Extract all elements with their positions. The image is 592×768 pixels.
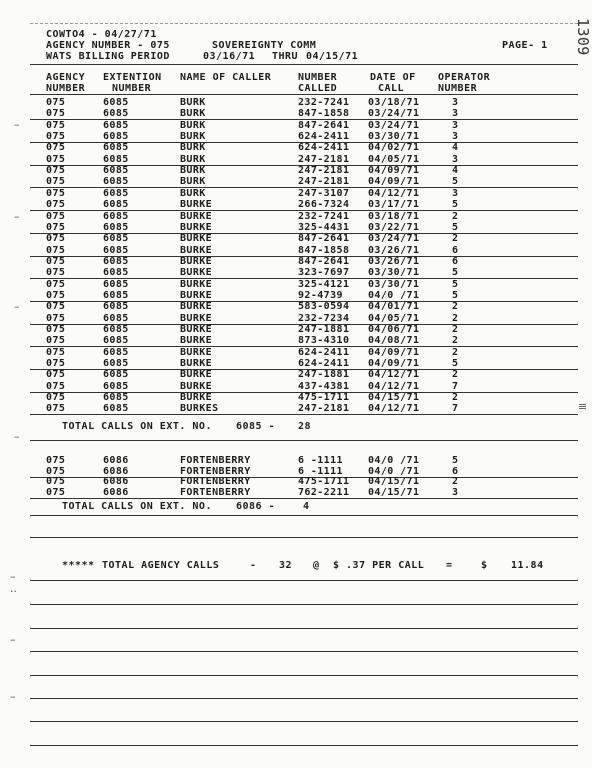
extension-number: 6085 bbox=[103, 119, 129, 131]
blank-rule bbox=[30, 604, 578, 605]
call-date: 03/30/71 bbox=[368, 267, 420, 279]
extension-number: 6086 bbox=[103, 476, 129, 487]
operator-number: 6 bbox=[452, 255, 459, 267]
caller-name: FORTENBERRY bbox=[180, 465, 251, 477]
operator-number: 4 bbox=[452, 142, 459, 154]
table-row bbox=[0, 280, 592, 291]
number-called: 232-7234 bbox=[298, 312, 350, 324]
number-called: 873-4310 bbox=[298, 335, 350, 347]
call-date: 04/12/71 bbox=[368, 369, 420, 381]
caller-name: BURKE bbox=[180, 289, 213, 301]
agency-number: 075 bbox=[46, 199, 66, 211]
total-ext-label: TOTAL CALLS ON EXT. NO. bbox=[62, 421, 212, 432]
number-called: 323-7697 bbox=[298, 267, 350, 279]
table-row bbox=[0, 291, 592, 302]
agency-number: 075 bbox=[46, 486, 66, 498]
number-called: 266-7324 bbox=[298, 199, 350, 211]
corner-stamp: 1309 bbox=[574, 18, 592, 56]
extension-number: 6085 bbox=[103, 142, 129, 154]
caller-name: BURKE bbox=[180, 278, 213, 290]
margin-mark-icon: – bbox=[10, 570, 16, 583]
call-date: 04/06/71 bbox=[368, 324, 420, 335]
margin-mark-icon: – bbox=[14, 300, 20, 313]
agency-number: 075 bbox=[46, 465, 66, 477]
caller-name: BURK bbox=[180, 108, 206, 120]
call-date: 03/26/71 bbox=[368, 244, 420, 256]
agency-number: 075 bbox=[46, 97, 66, 108]
operator-number: 2 bbox=[452, 476, 459, 487]
call-date: 03/30/71 bbox=[368, 278, 420, 290]
number-called: 247-2181 bbox=[298, 165, 350, 177]
extension-number: 6085 bbox=[103, 97, 129, 108]
operator-number: 3 bbox=[452, 153, 459, 165]
extension-number: 6086 bbox=[103, 486, 129, 498]
table-row bbox=[0, 370, 592, 381]
number-called: 583-0594 bbox=[298, 301, 350, 313]
call-date: 04/09/71 bbox=[368, 346, 420, 358]
caller-name: BURKE bbox=[180, 199, 213, 211]
caller-name: BURKE bbox=[180, 335, 213, 347]
operator-number: 7 bbox=[452, 403, 459, 415]
operator-number: 7 bbox=[452, 380, 459, 392]
agency-total-count: 32 bbox=[279, 560, 293, 571]
agency-total-eq: = bbox=[446, 560, 453, 571]
call-date: 04/05/71 bbox=[368, 153, 420, 165]
call-date: 03/26/71 bbox=[368, 255, 420, 267]
table-row bbox=[0, 200, 592, 211]
table-row bbox=[0, 404, 592, 415]
total-ext-count: 4 bbox=[303, 501, 310, 512]
total-rule bbox=[30, 440, 578, 441]
caller-name: BURKE bbox=[180, 346, 213, 358]
number-called: 232-7241 bbox=[298, 210, 350, 222]
operator-number: 5 bbox=[452, 199, 459, 211]
call-date: 04/12/71 bbox=[368, 187, 420, 199]
agency-number: 075 bbox=[46, 221, 66, 233]
caller-name: BURK bbox=[180, 165, 206, 177]
number-called: 762-2211 bbox=[298, 486, 350, 498]
agency-number: 075 bbox=[46, 369, 66, 381]
agency-number: 075 bbox=[46, 403, 66, 415]
extension-number: 6085 bbox=[103, 278, 129, 290]
table-row bbox=[0, 393, 592, 404]
operator-number: 6 bbox=[452, 465, 459, 477]
margin-mark-icon: – bbox=[10, 690, 16, 703]
table-row bbox=[0, 314, 592, 325]
call-date: 04/15/71 bbox=[368, 476, 420, 487]
agency-total-dollar: $ bbox=[481, 560, 488, 571]
agency-number: 075 bbox=[46, 289, 66, 301]
number-called: 247-1881 bbox=[298, 369, 350, 381]
agency-number: 075 bbox=[46, 244, 66, 256]
call-date: 03/24/71 bbox=[368, 108, 420, 120]
table-row bbox=[0, 155, 592, 166]
agency-number: 075 bbox=[46, 301, 66, 313]
operator-number: 5 bbox=[452, 358, 459, 370]
caller-name: BURK bbox=[180, 142, 206, 154]
extension-number: 6085 bbox=[103, 108, 129, 120]
extension-number: 6085 bbox=[103, 233, 129, 245]
caller-name: BURKE bbox=[180, 358, 213, 370]
column-header-rule bbox=[30, 94, 578, 95]
col-date-2: CALL bbox=[378, 83, 405, 94]
blank-rule bbox=[30, 698, 578, 699]
margin-mark-icon: ≡ bbox=[578, 400, 588, 413]
agency-number: 075 bbox=[46, 131, 66, 143]
blank-rule bbox=[30, 745, 578, 746]
number-called: 247-1881 bbox=[298, 324, 350, 335]
number-called: 475-1711 bbox=[298, 392, 350, 404]
blank-rule bbox=[30, 628, 578, 629]
table-row bbox=[0, 121, 592, 132]
operator-number: 4 bbox=[452, 165, 459, 177]
col-number-2: CALLED bbox=[298, 83, 338, 94]
number-called: 92-4739 bbox=[298, 289, 343, 301]
extension-number: 6085 bbox=[103, 210, 129, 222]
extension-number: 6085 bbox=[103, 403, 129, 415]
number-called: 247-2181 bbox=[298, 403, 350, 415]
col-op-1: OPERATOR bbox=[438, 72, 491, 83]
extension-number: 6086 bbox=[103, 465, 129, 477]
row-rule bbox=[30, 414, 578, 415]
agency-number: 075 bbox=[46, 380, 66, 392]
blank-rule bbox=[30, 580, 578, 581]
table-row bbox=[0, 143, 592, 154]
extension-number: 6085 bbox=[103, 153, 129, 165]
caller-name: BURKE bbox=[180, 380, 213, 392]
table-row bbox=[0, 348, 592, 359]
billing-period-label: WATS BILLING PERIOD bbox=[46, 51, 170, 62]
caller-name: FORTENBERRY bbox=[180, 455, 251, 466]
caller-name: BURKE bbox=[180, 244, 213, 256]
call-date: 04/02/71 bbox=[368, 142, 420, 154]
billing-period-from: 03/16/71 bbox=[203, 51, 256, 62]
col-ext-1: EXTENTION bbox=[103, 72, 162, 83]
extension-number: 6085 bbox=[103, 165, 129, 177]
caller-name: BURKE bbox=[180, 233, 213, 245]
operator-number: 5 bbox=[452, 278, 459, 290]
number-called: 847-1858 bbox=[298, 108, 350, 120]
caller-name: BURKE bbox=[180, 392, 213, 404]
caller-name: BURKE bbox=[180, 369, 213, 381]
call-date: 04/01/71 bbox=[368, 301, 420, 313]
agency-total-at: @ bbox=[313, 560, 320, 571]
total-ext-number: 6086 - bbox=[236, 501, 276, 512]
table-row bbox=[0, 325, 592, 336]
agency-number: 075 bbox=[46, 176, 66, 188]
caller-name: BURKES bbox=[180, 403, 219, 415]
operator-number: 5 bbox=[452, 221, 459, 233]
col-name: NAME OF CALLER bbox=[180, 72, 272, 83]
agency-number: 075 bbox=[46, 335, 66, 347]
call-date: 03/22/71 bbox=[368, 221, 420, 233]
agency-total-rate: $ .37 PER CALL bbox=[333, 560, 425, 571]
caller-name: BURKE bbox=[180, 255, 213, 267]
extension-number: 6085 bbox=[103, 392, 129, 404]
billing-period-to: 04/15/71 bbox=[306, 51, 359, 62]
caller-name: BURK bbox=[180, 97, 206, 108]
caller-name: BURKE bbox=[180, 221, 213, 233]
call-date: 03/30/71 bbox=[368, 131, 420, 143]
number-called: 847-2641 bbox=[298, 233, 350, 245]
number-called: 6 -1111 bbox=[298, 455, 343, 466]
extension-number: 6085 bbox=[103, 199, 129, 211]
col-ext-2: NUMBER bbox=[112, 83, 152, 94]
page-number: PAGE- 1 bbox=[502, 40, 548, 51]
table-row bbox=[0, 336, 592, 347]
operator-number: 3 bbox=[452, 108, 459, 120]
extension-number: 6085 bbox=[103, 176, 129, 188]
number-called: 6 -1111 bbox=[298, 465, 343, 477]
col-op-2: NUMBER bbox=[438, 83, 478, 94]
agency-number: 075 bbox=[46, 278, 66, 290]
operator-number: 5 bbox=[452, 267, 459, 279]
blank-rule bbox=[30, 675, 578, 676]
operator-number: 2 bbox=[452, 346, 459, 358]
blank-rule bbox=[30, 721, 578, 722]
number-called: 475-1711 bbox=[298, 476, 350, 487]
operator-number: 3 bbox=[452, 119, 459, 131]
table-row bbox=[0, 359, 592, 370]
caller-name: BURK bbox=[180, 119, 206, 131]
number-called: 325-4431 bbox=[298, 221, 350, 233]
operator-number: 2 bbox=[452, 335, 459, 347]
call-date: 04/0 /71 bbox=[368, 289, 420, 301]
table-row bbox=[0, 234, 592, 245]
call-date: 03/18/71 bbox=[368, 97, 420, 108]
agency-number: 075 bbox=[46, 358, 66, 370]
number-called: 847-2641 bbox=[298, 119, 350, 131]
operator-number: 3 bbox=[452, 187, 459, 199]
operator-number: 5 bbox=[452, 289, 459, 301]
call-date: 04/09/71 bbox=[368, 176, 420, 188]
total-rule bbox=[30, 515, 578, 516]
operator-number: 2 bbox=[452, 210, 459, 222]
col-agency-2: NUMBER bbox=[46, 83, 86, 94]
table-row bbox=[0, 246, 592, 257]
operator-number: 2 bbox=[452, 392, 459, 404]
caller-name: BURK bbox=[180, 131, 206, 143]
number-called: 232-7241 bbox=[298, 97, 350, 108]
blank-rule bbox=[30, 651, 578, 652]
extension-number: 6085 bbox=[103, 187, 129, 199]
operator-number: 3 bbox=[452, 486, 459, 498]
caller-name: BURKE bbox=[180, 312, 213, 324]
call-date: 03/17/71 bbox=[368, 199, 420, 211]
operator-number: 3 bbox=[452, 97, 459, 108]
call-date: 03/18/71 bbox=[368, 210, 420, 222]
operator-number: 5 bbox=[452, 176, 459, 188]
caller-name: BURKE bbox=[180, 324, 213, 335]
margin-mark-icon: ·· bbox=[10, 585, 17, 598]
report-id-line: COWTO4 - 04/27/71 bbox=[46, 29, 157, 40]
number-called: 437-4381 bbox=[298, 380, 350, 392]
agency-number: 075 bbox=[46, 255, 66, 267]
agency-number: 075 bbox=[46, 312, 66, 324]
agency-number: 075 bbox=[46, 233, 66, 245]
extension-number: 6085 bbox=[103, 244, 129, 256]
agency-total-amount: 11.84 bbox=[511, 560, 544, 571]
table-row bbox=[0, 257, 592, 268]
call-date: 04/0 /71 bbox=[368, 455, 420, 466]
call-date: 04/05/71 bbox=[368, 312, 420, 324]
number-called: 247-2181 bbox=[298, 176, 350, 188]
billing-period-thru: THRU bbox=[272, 51, 299, 62]
call-date: 04/0 /71 bbox=[368, 465, 420, 477]
table-row bbox=[0, 477, 592, 488]
total-ext-count: 28 bbox=[298, 421, 312, 432]
agency-total-stars: ***** bbox=[62, 560, 95, 571]
call-date: 03/24/71 bbox=[368, 233, 420, 245]
caller-name: BURK bbox=[180, 187, 206, 199]
agency-total-dash: - bbox=[250, 560, 257, 571]
blank-rule bbox=[30, 537, 578, 538]
number-called: 247-3107 bbox=[298, 187, 350, 199]
table-row bbox=[0, 189, 592, 200]
agency-number: 075 bbox=[46, 153, 66, 165]
margin-mark-icon: – bbox=[14, 118, 20, 131]
agency-number: 075 bbox=[46, 346, 66, 358]
agency-number: 075 bbox=[46, 267, 66, 279]
agency-number: 075 bbox=[46, 187, 66, 199]
table-row bbox=[0, 456, 592, 467]
col-agency-1: AGENCY bbox=[46, 72, 86, 83]
table-row bbox=[0, 302, 592, 313]
extension-number: 6085 bbox=[103, 335, 129, 347]
agency-number: 075 bbox=[46, 108, 66, 120]
call-date: 04/09/71 bbox=[368, 165, 420, 177]
agency-number: 075 bbox=[46, 455, 66, 466]
table-row bbox=[0, 268, 592, 279]
extension-number: 6085 bbox=[103, 301, 129, 313]
call-date: 04/12/71 bbox=[368, 380, 420, 392]
number-called: 325-4121 bbox=[298, 278, 350, 290]
agency-name: SOVEREIGNTY COMM bbox=[212, 40, 317, 51]
number-called: 247-2181 bbox=[298, 153, 350, 165]
header-rule bbox=[30, 64, 578, 65]
table-row bbox=[0, 166, 592, 177]
caller-name: BURK bbox=[180, 153, 206, 165]
table-row bbox=[0, 382, 592, 393]
agency-number: 075 bbox=[46, 210, 66, 222]
caller-name: FORTENBERRY bbox=[180, 486, 251, 498]
extension-number: 6085 bbox=[103, 346, 129, 358]
caller-name: BURKE bbox=[180, 267, 213, 279]
call-date: 03/24/71 bbox=[368, 119, 420, 131]
col-number-1: NUMBER bbox=[298, 72, 338, 83]
call-date: 04/08/71 bbox=[368, 335, 420, 347]
agency-number: 075 bbox=[46, 324, 66, 335]
table-row bbox=[0, 488, 592, 499]
operator-number: 2 bbox=[452, 301, 459, 313]
operator-number: 2 bbox=[452, 369, 459, 381]
table-row bbox=[0, 212, 592, 223]
agency-total-label: TOTAL AGENCY CALLS bbox=[102, 560, 220, 571]
extension-number: 6085 bbox=[103, 380, 129, 392]
extension-number: 6085 bbox=[103, 324, 129, 335]
caller-name: BURK bbox=[180, 176, 206, 188]
caller-name: BURKE bbox=[180, 301, 213, 313]
agency-number: 075 bbox=[46, 392, 66, 404]
agency-number: 075 bbox=[46, 165, 66, 177]
agency-number-label: AGENCY NUMBER - 075 bbox=[46, 40, 170, 51]
operator-number: 2 bbox=[452, 233, 459, 245]
table-row bbox=[0, 109, 592, 120]
table-row bbox=[0, 132, 592, 143]
call-date: 04/12/71 bbox=[368, 403, 420, 415]
operator-number: 6 bbox=[452, 244, 459, 256]
extension-number: 6085 bbox=[103, 289, 129, 301]
top-edge-rule bbox=[30, 23, 578, 24]
call-date: 04/15/71 bbox=[368, 392, 420, 404]
extension-number: 6085 bbox=[103, 312, 129, 324]
total-ext-number: 6085 - bbox=[236, 421, 276, 432]
agency-number: 075 bbox=[46, 119, 66, 131]
table-row bbox=[0, 223, 592, 234]
operator-number: 2 bbox=[452, 324, 459, 335]
col-date-1: DATE OF bbox=[370, 72, 416, 83]
number-called: 624-2411 bbox=[298, 131, 350, 143]
extension-number: 6085 bbox=[103, 131, 129, 143]
operator-number: 3 bbox=[452, 131, 459, 143]
operator-number: 5 bbox=[452, 455, 459, 466]
extension-number: 6086 bbox=[103, 455, 129, 466]
caller-name: BURKE bbox=[180, 210, 213, 222]
operator-number: 2 bbox=[452, 312, 459, 324]
table-row bbox=[0, 177, 592, 188]
margin-mark-icon: – bbox=[14, 210, 20, 223]
number-called: 624-2411 bbox=[298, 358, 350, 370]
call-date: 04/15/71 bbox=[368, 486, 420, 498]
extension-number: 6085 bbox=[103, 255, 129, 267]
number-called: 847-2641 bbox=[298, 255, 350, 267]
agency-number: 075 bbox=[46, 476, 66, 487]
margin-mark-icon: – bbox=[10, 633, 16, 646]
call-date: 04/09/71 bbox=[368, 358, 420, 370]
row-rule bbox=[30, 498, 578, 499]
table-row bbox=[0, 98, 592, 109]
table-row bbox=[0, 467, 592, 478]
number-called: 624-2411 bbox=[298, 142, 350, 154]
total-ext-label: TOTAL CALLS ON EXT. NO. bbox=[62, 501, 212, 512]
extension-number: 6085 bbox=[103, 267, 129, 279]
number-called: 847-1858 bbox=[298, 244, 350, 256]
number-called: 624-2411 bbox=[298, 346, 350, 358]
agency-number: 075 bbox=[46, 142, 66, 154]
extension-number: 6085 bbox=[103, 369, 129, 381]
caller-name: FORTENBERRY bbox=[180, 476, 251, 487]
margin-mark-icon: – bbox=[14, 430, 20, 443]
extension-number: 6085 bbox=[103, 221, 129, 233]
extension-number: 6085 bbox=[103, 358, 129, 370]
